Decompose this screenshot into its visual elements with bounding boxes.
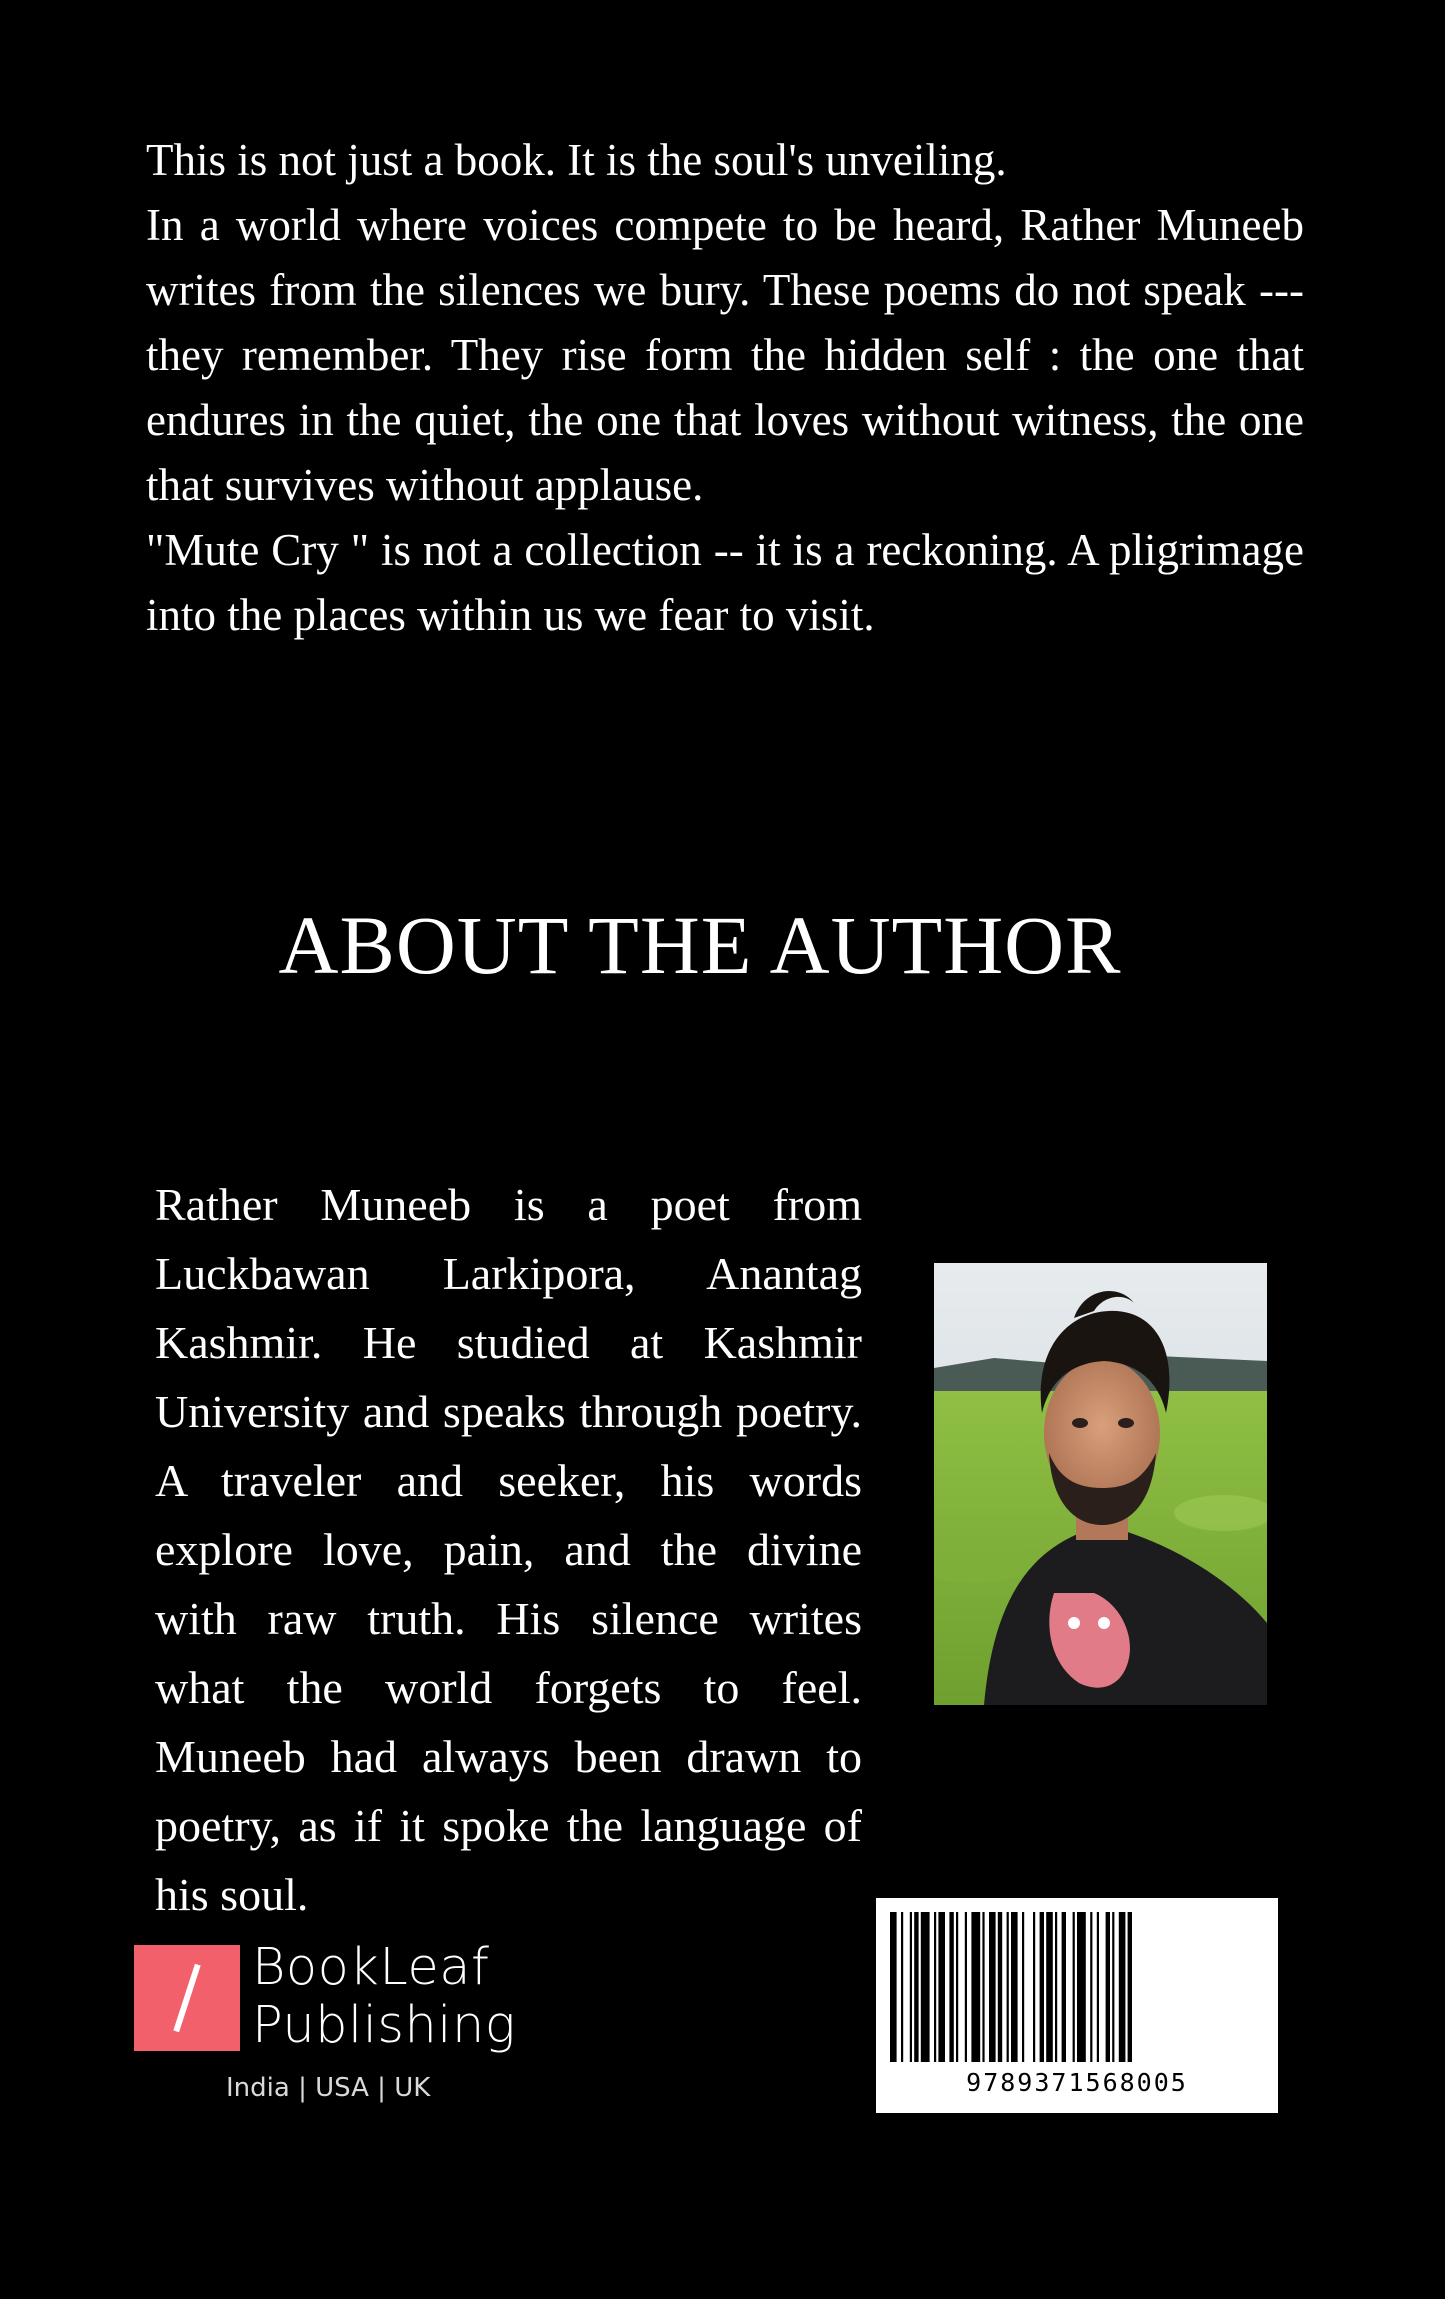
publisher-name [252,1939,516,2055]
publisher-name-line-2: Publishing [252,1996,516,2055]
barcode-bar [1112,1912,1114,2062]
publisher-name-line-1: BookLeaf [252,1938,490,1997]
back-cover-blurb [146,128,1304,648]
barcode-bar [1040,1912,1044,2062]
publisher-regions: India | USA | UK [226,2073,431,2103]
barcode-bar [1055,1912,1057,2062]
barcode-bar [965,1912,967,2062]
barcode-bar [921,1912,930,2062]
barcode-bar [934,1912,936,2062]
barcode-bar [1090,1912,1092,2062]
barcode-bar [890,1912,897,2062]
barcode-bar [949,1912,953,2062]
blurb-paragraph-2: In a world where voices compete to be heard, Rather Muneeb writes from the silences we bury. These poems do not speak --- they remember. They rise form the hidden self : the one that endures in the quiet, the one that loves without witness, the one that survives without applause. [146,200,1304,510]
isbn-barcode [876,1898,1278,2113]
barcode-bar [1077,1912,1086,2062]
blurb-paragraph-3: "Mute Cry " is not a collection -- it is a reckoning. A pligrimage into the places within us we fear to visit. [146,525,1304,640]
barcode-bar [914,1912,918,2062]
barcode-bar [971,1912,980,2062]
barcode-bar [1119,1912,1126,2062]
barcode-bar [989,1912,996,2062]
blurb-line-1: This is not just a book. It is the soul's unveiling. [146,135,1007,185]
barcode-bar [1011,1912,1018,2062]
author-bio: Rather Muneeb is a poet from Luckbawan Larkipora, Anantag Kashmir. He studied at Kashmir University and speaks through poetry. A traveler and seeker, his words explore love, pain, and the divine with raw truth. His silence writes what the world forgets to feel. Muneeb had always been drawn to poetry, as if it spoke the language of his soul. [155,1179,862,1920]
barcode-bar [1062,1912,1066,2062]
barcode-bar [901,1912,903,2062]
bookleaf-publishing-logo [134,1938,534,2115]
barcode-bar [1128,1912,1132,2062]
barcode-bar [1073,1912,1075,2062]
barcode-bar [910,1912,912,2062]
barcode-bar [938,1912,945,2062]
barcode-bar [1033,1912,1035,2062]
barcode-bar [982,1912,984,2062]
barcode-bar [1097,1912,1099,2062]
bookleaf-slash-icon [134,1945,240,2051]
about-author-heading: ABOUT THE AUTHOR [278,899,1122,991]
barcode-bar [1106,1912,1110,2062]
barcode-bar [998,1912,1002,2062]
author-photo [934,1263,1267,1705]
barcode-bar [1007,1912,1009,2062]
barcode-bar [1022,1912,1024,2062]
isbn-number: 9789371568005 [966,2068,1188,2097]
barcode-bar [956,1912,958,2062]
barcode-bar [1046,1912,1053,2062]
